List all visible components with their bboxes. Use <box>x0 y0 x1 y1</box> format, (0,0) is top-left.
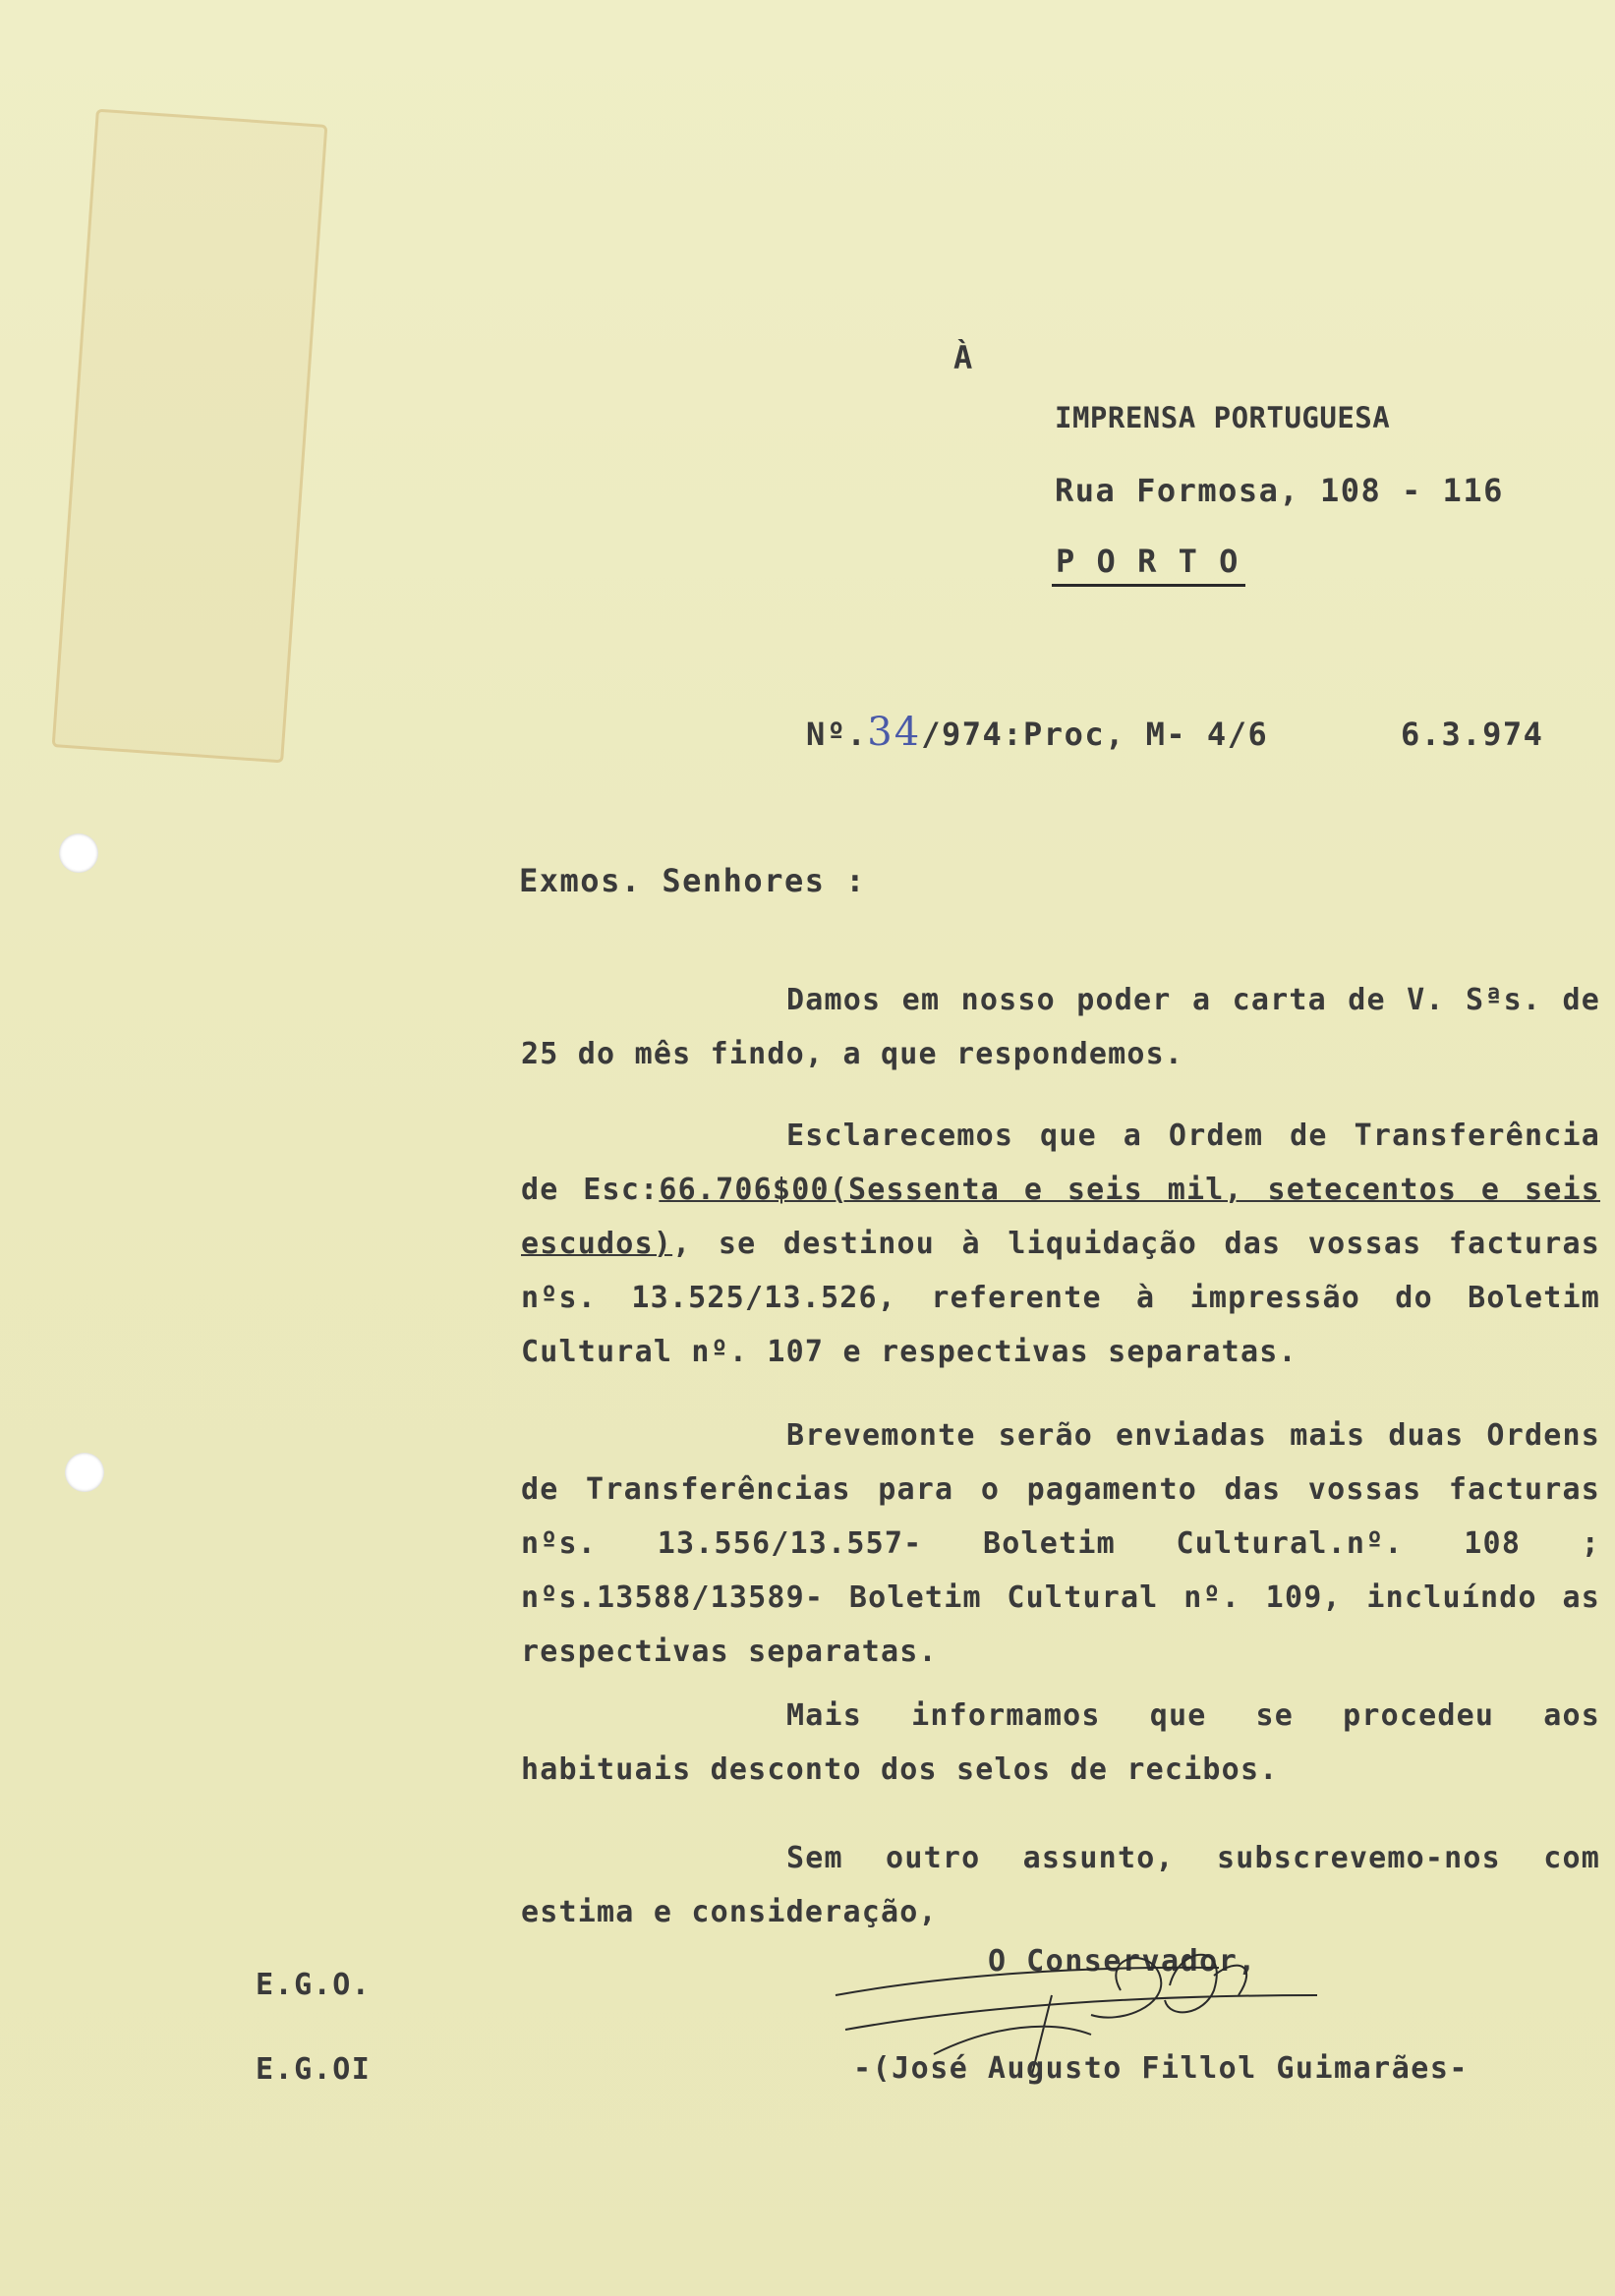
greeting: Exmos. Senhores : <box>519 862 867 899</box>
recipient-name: IMPRENSA PORTUGUESA <box>1055 401 1391 434</box>
reference-prefix: Nº. <box>806 716 868 753</box>
paragraph-5 <box>521 1831 1600 1939</box>
recipient-city <box>1052 543 1245 587</box>
punch-hole-top <box>59 833 98 873</box>
paragraph-4 <box>521 1689 1600 1797</box>
recipient-prefix: À <box>953 339 974 376</box>
signature-title: O Conservador, <box>988 1944 1257 1979</box>
reference-line <box>806 710 1268 755</box>
paragraph-1-text: Damos em nosso poder a carta de V. Sªs. de 25 do mês findo, a que respondemos. <box>521 983 1600 1071</box>
letter-date: 6.3.974 <box>1401 716 1544 753</box>
paragraph-5-text: Sem outro assunto, subscrevemo-nos com estima e consideração, <box>521 1841 1600 1929</box>
paragraph-3-text: Brevemonte serão enviadas mais duas Ordens de Transferências para o pagamento das vossas facturas nºs. 13.556/13.557- Boletim Cultural.nº. 108 ; nºs.13588/13589- Boletim Cultural nº. 109, incluíndo as respectivas separatas. <box>521 1418 1600 1669</box>
recipient-city-text: P O R T O <box>1056 543 1240 580</box>
paragraph-4-text: Mais informamos que se procedeu aos habituais desconto dos selos de recibos. <box>521 1698 1600 1787</box>
recipient-street: Rua Formosa, 108 - 116 <box>1055 472 1504 509</box>
reference-handwritten-number: 34 <box>867 710 922 755</box>
paragraph-3 <box>521 1408 1600 1679</box>
transfer-amount: 66.706$00(Sessenta e seis mil, setecentos e seis escudos) <box>521 1173 1600 1261</box>
paragraph-1 <box>521 973 1600 1081</box>
paragraph-2 <box>521 1109 1600 1379</box>
initials-line-1: E.G.O. <box>256 1968 372 2002</box>
signatory-name: -(José Augusto Fillol Guimarães- <box>853 2051 1469 2086</box>
paper-stain <box>52 109 328 764</box>
paragraph-2-end: , se destinou à liquidação das vossas facturas nºs. 13.525/13.526, referente à impressão do Boletim Cultural nº. 107 e respectivas separatas. <box>521 1227 1600 1369</box>
initials-line-2: E.G.OI <box>256 2052 372 2087</box>
paragraph-2-start: Esclarecemos que a Ordem de Transferência de Esc: <box>521 1119 1600 1207</box>
reference-suffix: /974:Proc, M- 4/6 <box>921 716 1269 753</box>
punch-hole-bottom <box>65 1453 104 1492</box>
paragraph-2-text <box>521 1109 1600 1379</box>
